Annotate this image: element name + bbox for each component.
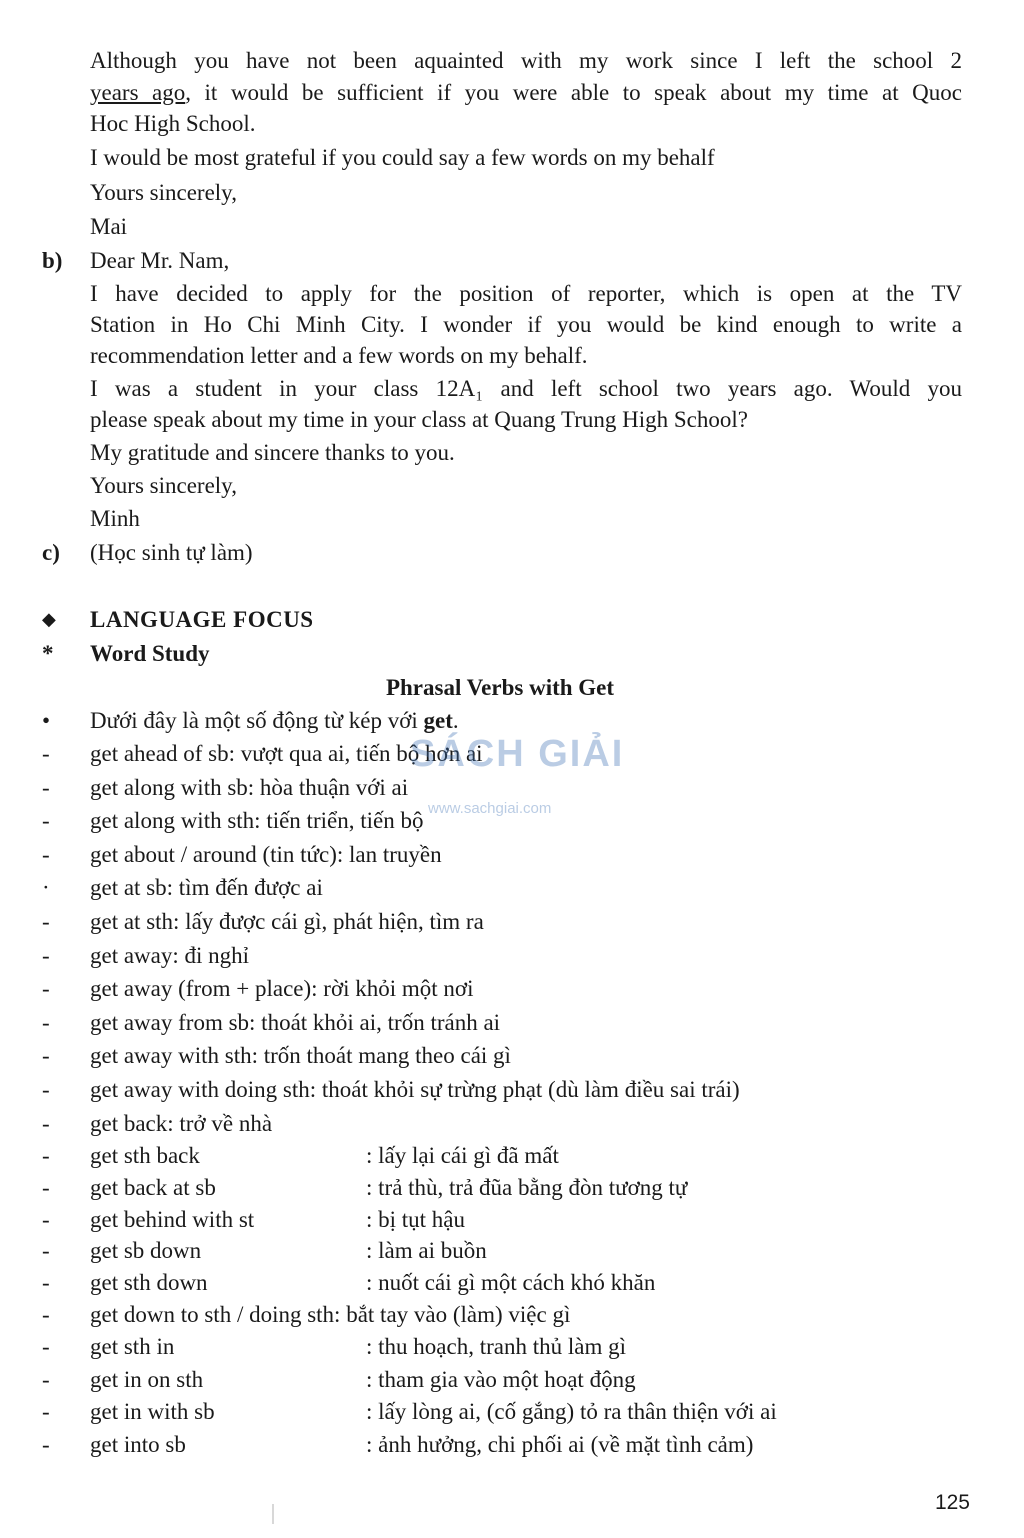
list-item-text: get away from sb: thoát khỏi ai, trốn tránh ai (90, 1009, 501, 1035)
phrasal-term: get into sb (90, 1431, 186, 1457)
list-item (0, 771, 1024, 804)
list-item (0, 838, 1024, 871)
dash-bullet: - (42, 1009, 50, 1035)
table-row (0, 1330, 1024, 1363)
table-row (0, 1139, 1024, 1172)
phrasal-definition: : lấy lại cái gì đã mất (366, 1143, 559, 1168)
letter-b-para2-line2: please speak about my time in your class at Quang Trung High School? (90, 407, 748, 432)
phrasal-definition: : tham gia vào một hoạt động (366, 1366, 636, 1392)
phrasal-definition: : lấy lòng ai, (cố gắng) tỏ ra thân thiện với ai (366, 1399, 777, 1424)
dash-bullet: - (42, 942, 50, 968)
dash-bullet: - (42, 1238, 50, 1264)
phrasal-term: get behind with st (90, 1206, 255, 1232)
list-item (0, 939, 1024, 972)
dash-bullet: - (42, 774, 50, 800)
list-item (0, 1006, 1024, 1039)
letter-a-line-3: Hoc High School. (90, 111, 256, 136)
phrasal-definition: : làm ai buồn (366, 1238, 487, 1264)
dash-bullet: - (42, 1206, 50, 1232)
diamond-bullet-icon: ◆ (42, 609, 56, 629)
table-row (0, 1171, 1024, 1204)
list-item (0, 905, 1024, 938)
phrasal-term: get in with sb (90, 1399, 215, 1424)
phrasal-term: get in on sth (90, 1366, 204, 1392)
letter-a-signature: Mai (90, 214, 128, 239)
list-item-text: get along with sb: hòa thuận với ai (90, 774, 409, 800)
dash-bullet: - (42, 909, 50, 934)
table-row (0, 1203, 1024, 1236)
list-item-text: get along with sth: tiến triển, tiến bộ (90, 808, 424, 834)
letter-b-greeting: b) Dear Mr. Nam, (0, 244, 1024, 277)
list-item-text: get at sb: tìm đến được ai (90, 875, 323, 901)
phrasal-term: get sth down (90, 1270, 208, 1296)
list-item-text: get away with sth: trốn thoát mang theo cái gì (90, 1043, 511, 1069)
phrasal-term: get sth in (90, 1334, 175, 1359)
phrasal-definition: : ảnh hưởng, chi phối ai (về mặt tình cảm) (366, 1431, 754, 1457)
asterisk-bullet-icon: * (42, 641, 54, 666)
letter-a-closing: I would be most grateful if you could say a few words on my behalf (90, 145, 715, 170)
table-row (0, 1395, 1024, 1428)
list-item-text: get back: trở về nhà (90, 1110, 273, 1136)
dash-bullet: - (42, 808, 50, 834)
dash-bullet: - (42, 1334, 50, 1359)
list-item (0, 1039, 1024, 1072)
item-marker-c: c) (42, 540, 60, 565)
list-item (0, 1073, 1024, 1106)
watermark-logo: SÁCH GIẢI (410, 733, 625, 775)
watermark-url: www.sachgiai.com (428, 800, 552, 817)
list-item-text: get away (from + place): rời khỏi một nơi (90, 976, 474, 1002)
subsection-title: Word Study (90, 641, 210, 666)
letter-b-thanks: My gratitude and sincere thanks to you. (90, 440, 455, 465)
dash-bullet: - (42, 1043, 50, 1069)
list-item (0, 1107, 1024, 1140)
dash-bullet: - (42, 1143, 50, 1168)
round-bullet-icon: • (42, 708, 51, 733)
list-item (0, 733, 1024, 775)
letter-a-line-2: years ago, it would be sufficient if you were able to speak about my time at Quoc (90, 80, 962, 105)
phrasal-definition: : bị tụt hậu (366, 1206, 466, 1232)
letter-b-para1-line3: recommendation letter and a few words on my behalf. (90, 343, 588, 368)
section-heading (0, 603, 1024, 636)
list-item (0, 871, 1024, 904)
centered-heading-row (0, 671, 1024, 704)
underlined-phrase: years ago (90, 80, 186, 105)
table-row (0, 1363, 1024, 1396)
phrasal-term: get back at sb (90, 1174, 216, 1200)
phrasal-definition: : trả thù, trả đũa bằng đòn tương tự (366, 1174, 688, 1200)
phrasal-definition: : thu hoạch, tranh thủ làm gì (366, 1334, 626, 1359)
phrasal-definition: : nuốt cái gì một cách khó khăn (366, 1270, 656, 1296)
dash-bullet: · (42, 875, 50, 901)
list-item (0, 972, 1024, 1005)
intro-line: • Dưới đây là một số động từ kép với get. (0, 704, 1024, 737)
dash-bullet: - (42, 1270, 50, 1296)
scan-mark (272, 1504, 274, 1524)
centered-heading: Phrasal Verbs with Get (385, 675, 615, 700)
dash-bullet: - (42, 1110, 50, 1136)
list-item: - get down to sth / doing sth: bắt tay vào (làm) việc gì (42, 1302, 571, 1327)
dash-bullet: - (42, 1366, 50, 1392)
list-item-text: get away with doing sth: thoát khỏi sự trừng phạt (dù làm điều sai trái) (90, 1077, 740, 1102)
table-row (0, 1428, 1024, 1461)
dash-bullet: - (42, 1431, 50, 1457)
table-row (0, 1266, 1024, 1299)
phrasal-term: get sb down (90, 1238, 202, 1264)
dash-bullet: - (42, 741, 50, 766)
table-row (0, 1234, 1024, 1267)
list-item (0, 804, 1024, 837)
dash-bullet: - (42, 976, 50, 1002)
list-item-text: get at sth: lấy được cái gì, phát hiện, tìm ra (90, 909, 484, 934)
dash-bullet: - (42, 1399, 50, 1424)
letter-a-signoff: Yours sincerely, (90, 180, 237, 205)
letter-a-line-1: Although you have not been aquainted with my work since I left the school 2 (90, 48, 962, 73)
letter-b-para2-line1: I was a student in your class 12A₁ and left school two years ago. Would you (90, 376, 962, 401)
phrasal-term: get sth back (90, 1143, 200, 1168)
list-item-text: get away: đi nghỉ (90, 942, 250, 968)
item-c: c) (Học sinh tự làm) (0, 536, 1024, 569)
letter-b-para1-line1: I have decided to apply for the position of reporter, which is open at the TV (90, 281, 962, 306)
subsection-heading (0, 637, 1024, 670)
dash-bullet: - (42, 841, 50, 867)
page-number: 125 (934, 1491, 970, 1514)
dash-bullet: - (42, 1077, 50, 1102)
list-item-text: get about / around (tin tức): lan truyền (90, 841, 442, 867)
letter-b-para1-line2: Station in Ho Chi Minh City. I wonder if you would be kind enough to write a (90, 312, 962, 337)
item-marker-b: b) (42, 248, 63, 273)
section-title: LANGUAGE FOCUS (90, 607, 314, 632)
list-item-text: get ahead of sb: vượt qua ai, tiến bộ hơn ai (90, 741, 483, 766)
letter-b-signoff: Yours sincerely, (90, 473, 237, 498)
letter-b-signature: Minh (90, 506, 140, 531)
dash-bullet: - (42, 1174, 50, 1200)
